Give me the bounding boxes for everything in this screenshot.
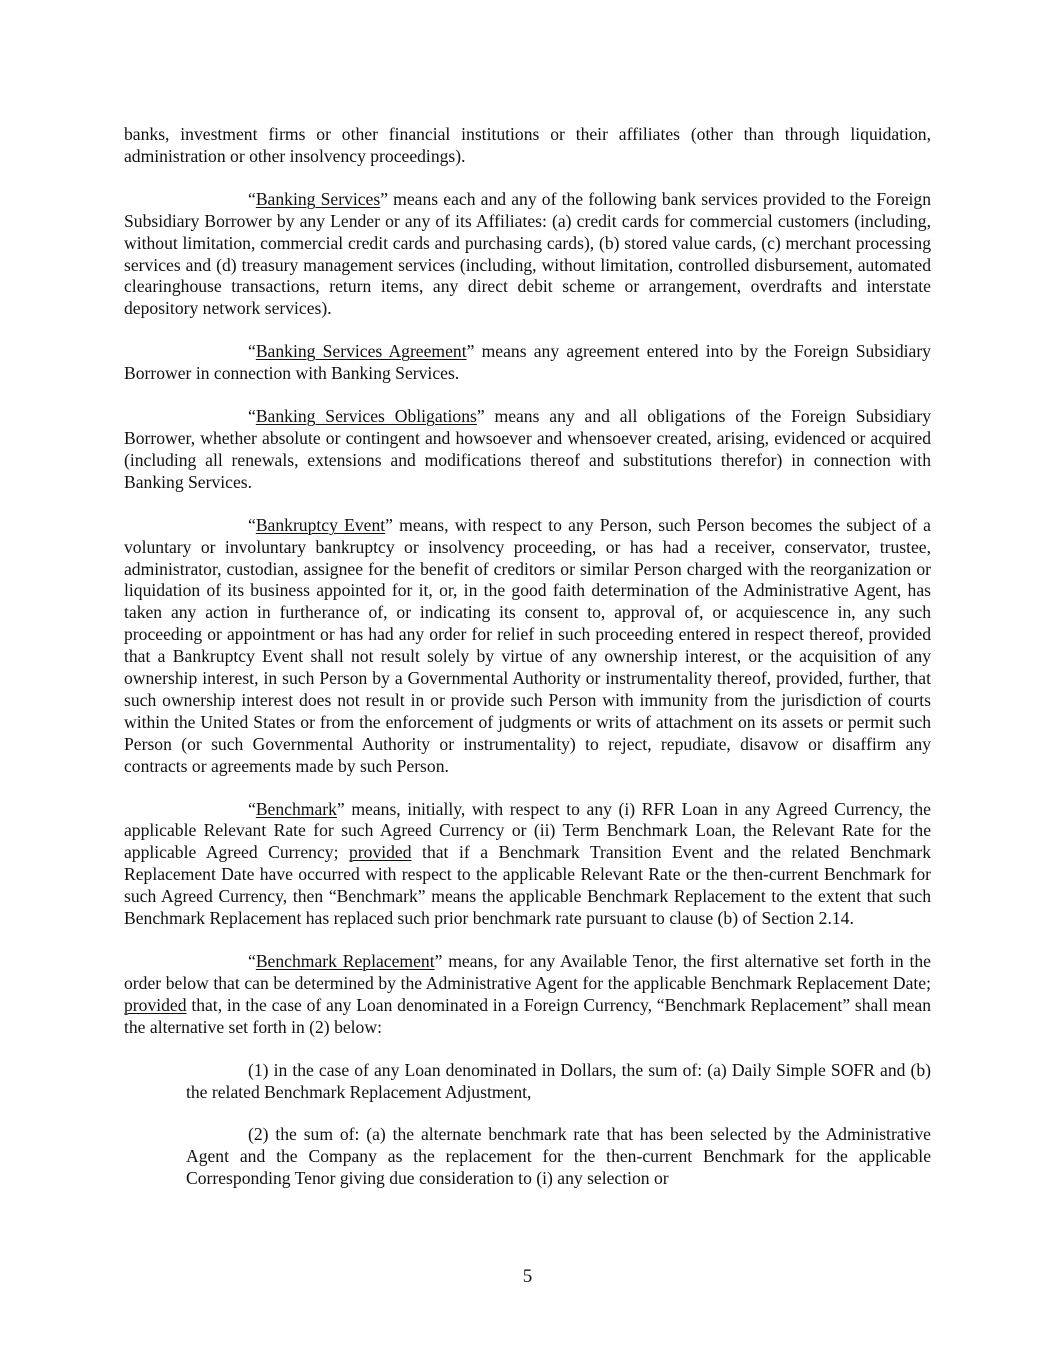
document-body xyxy=(124,124,931,1211)
definition-bankruptcy-event xyxy=(124,515,931,778)
open-quote: “ xyxy=(248,798,256,819)
definition-text: ” means each and any of the following bank services provided to the Foreign Subsidiary Borrower by any Lender or any of its Affiliates: (a) credit cards for commercial customers (including, without limitation, commercial credit cards and purchasing cards), (b) stored value cards, (c) merchant processing services and (d) treasury management services (including, without limitation, controlled disbursement, automated clearinghouse transactions, return items, any direct debit scheme or arrangement, overdrafts and interstate depository network services). xyxy=(124,188,931,319)
defined-term: Benchmark Replacement xyxy=(255,951,435,971)
clause-1 xyxy=(186,1060,931,1104)
proviso-term: provided xyxy=(124,994,187,1015)
paragraph-text: banks, investment firms or other financial institutions or their affiliates (other than through liquidation, administration or other insolvency proceedings). xyxy=(124,124,931,166)
definition-text-continued: that if a Benchmark Transition Event and the related Benchmark Replacement Date have occurred with respect to the applicable Relevant Rate or the then-current Benchmark for such Agreed Currency, then “Benchmark” means the applicable Benchmark Replacement to the extent that such Benchmark Replacement has replaced such prior benchmark rate pursuant to clause (b) of Section 2.14. xyxy=(124,842,932,929)
open-quote: “ xyxy=(248,514,256,535)
definition-text: ” means, initially, with respect to any (i) RFR Loan in any Agreed Currency, the applicable Relevant Rate for such Agreed Currency or (ii) Term Benchmark Loan, the Relevant Rate for the applicable Agreed Currency; xyxy=(124,798,931,863)
definition-text: ” means, for any Available Tenor, the first alternative set forth in the order below that can be determined by the Administrative Agent for the applicable Benchmark Replacement Date; xyxy=(124,951,931,993)
definition-banking-services-agreement xyxy=(124,341,931,385)
open-quote: “ xyxy=(248,406,256,427)
definition-banking-services xyxy=(124,189,931,320)
paragraph-continuation xyxy=(124,124,931,168)
defined-term: Banking Services xyxy=(255,188,381,209)
definition-benchmark xyxy=(124,799,931,930)
proviso-term: provided xyxy=(349,842,412,863)
open-quote: “ xyxy=(248,341,256,362)
defined-term: Benchmark xyxy=(255,798,337,819)
definition-banking-services-obligations xyxy=(124,406,931,494)
definition-text-continued: that, in the case of any Loan denominated in a Foreign Currency, “Benchmark Replacement” shall mean the alternative set forth in (2) below: xyxy=(124,994,931,1037)
definition-text: ” means any and all obligations of the Foreign Subsidiary Borrower, whether absolute or contingent and howsoever and whensoever created, arising, evidenced or acquired (including all renewals, extensions and modifications thereof and substitutions therefor) in connection with Banking Services. xyxy=(124,406,931,492)
defined-term: Banking Services Agreement xyxy=(255,341,467,362)
clause-text: (2) the sum of: (a) the alternate benchmark rate that has been selected by the Administrative Agent and the Company as the replacement for the then-current Benchmark for the applicable Corresponding Tenor giving due consideration to (i) any selection or xyxy=(186,1124,931,1189)
open-quote: “ xyxy=(248,188,256,209)
defined-term: Bankruptcy Event xyxy=(255,514,386,535)
defined-term: Banking Services Obligations xyxy=(255,406,477,427)
definition-text: ” means any agreement entered into by the Foreign Subsidiary Borrower in connection with Banking Services. xyxy=(124,341,931,384)
open-quote: “ xyxy=(248,951,256,971)
clause-2 xyxy=(186,1124,931,1190)
page-number: 5 xyxy=(522,1266,533,1287)
definition-benchmark-replacement xyxy=(124,951,931,1039)
clause-text: (1) in the case of any Loan denominated in Dollars, the sum of: (a) Daily Simple SOFR and (b) the related Benchmark Replacement Adjustment, xyxy=(186,1059,931,1102)
definition-text: ” means, with respect to any Person, such Person becomes the subject of a voluntary or involuntary bankruptcy or insolvency proceeding, or has had a receiver, conservator, trustee, administrator, custodian, assignee for the benefit of creditors or similar Person charged with the reorganization or liquidation of its business appointed for it, or, in the good faith determination of the Administrative Agent, has taken any action in furtherance of, or indicating its consent to, approval of, or acquiescence in, any such proceeding or appointment or has had any order for relief in such proceeding entered in respect thereof, provided that a Bankruptcy Event shall not result solely by virtue of any ownership interest, or the acquisition of any ownership interest, in such Person by a Governmental Authority or instrumentality thereof, provided, further, that such ownership interest does not result in or provide such Person with immunity from the jurisdiction of courts within the United States or from the enforcement of judgments or writs of attachment on its assets or permit such Person (or such Governmental Authority or instrumentality) to reject, repudiate, disavow or disaffirm any contracts or agreements made by such Person. xyxy=(124,514,931,776)
